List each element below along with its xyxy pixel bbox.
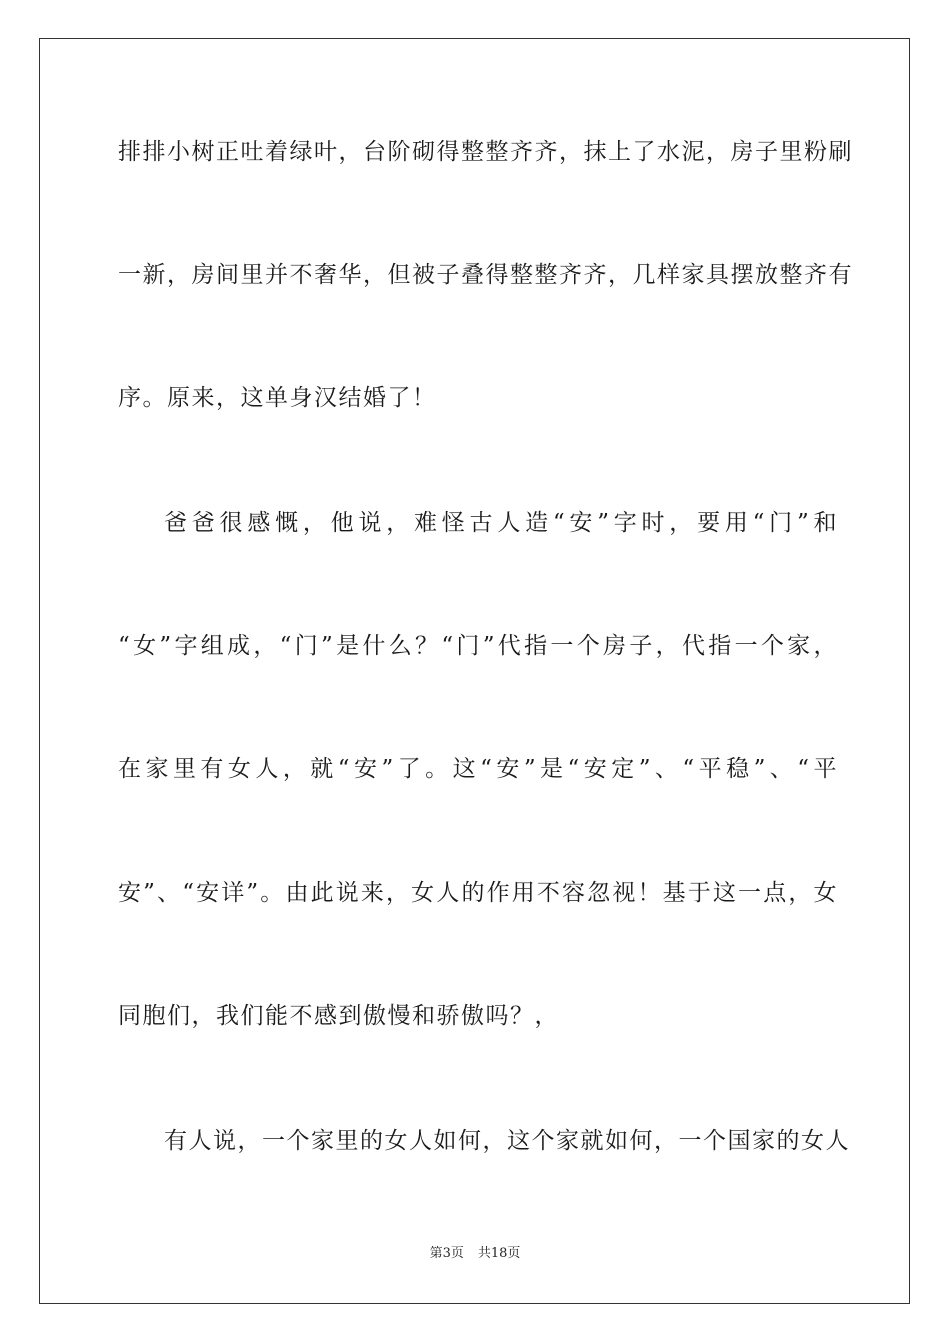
paragraph-start-line: 爸爸很感慨，他说，难怪古人造“安”字时，要用“门”和 <box>164 510 838 536</box>
page-border <box>39 38 910 1304</box>
page-number: 第3页 <box>429 1246 464 1261</box>
text-line: 一新，房间里并不奢华，但被子叠得整整齐齐，几样家具摆放整齐有 <box>118 262 853 288</box>
text-line: 排排小树正吐着绿叶，台阶砌得整整齐齐，抹上了水泥，房子里粉刷 <box>118 139 853 165</box>
text-line: 同胞们，我们能不感到傲慢和骄傲吗？， <box>118 1003 559 1029</box>
paragraph-start-line: 有人说，一个家里的女人如何，这个家就如何，一个国家的女人 <box>164 1128 850 1154</box>
text-line: 序。原来，这单身汉结婚了！ <box>118 385 437 411</box>
text-line: 在家里有女人，就“安”了。这“安”是“安定”、“平稳”、“平 <box>118 756 838 782</box>
page-total: 共18页 <box>477 1246 521 1261</box>
page-footer <box>0 1245 950 1263</box>
text-line: 安”、“安详”。由此说来，女人的作用不容忽视！基于这一点，女 <box>118 880 838 906</box>
text-line: “女”字组成，“门”是什么？“门”代指一个房子，代指一个家， <box>118 633 838 659</box>
